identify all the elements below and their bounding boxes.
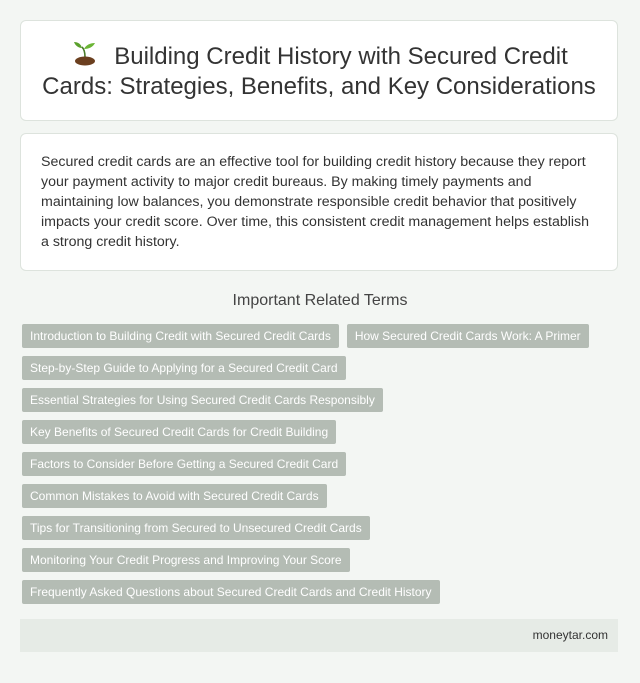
related-term-tag[interactable]: Common Mistakes to Avoid with Secured Credit Cards — [22, 484, 327, 508]
footer — [20, 619, 618, 652]
term-row — [22, 388, 622, 412]
related-terms-list — [22, 324, 622, 612]
header-card — [20, 20, 618, 121]
term-row — [22, 484, 622, 508]
term-row — [22, 548, 622, 572]
term-row — [22, 516, 622, 540]
related-term-tag[interactable]: Frequently Asked Questions about Secured Credit Cards and Credit History — [22, 580, 440, 604]
page-title-text: Building Credit History with Secured Credit Cards: Strategies, Benefits, and Key Considerations — [42, 42, 596, 100]
term-row — [22, 452, 622, 476]
related-term-tag[interactable]: Step-by-Step Guide to Applying for a Secured Credit Card — [22, 356, 346, 380]
seedling-icon — [70, 40, 100, 66]
related-term-tag[interactable]: Tips for Transitioning from Secured to Unsecured Credit Cards — [22, 516, 370, 540]
footer-site-name[interactable]: moneytar.com — [532, 628, 608, 642]
related-term-tag[interactable]: Monitoring Your Credit Progress and Improving Your Score — [22, 548, 350, 572]
term-row — [22, 324, 622, 348]
related-term-tag[interactable]: Introduction to Building Credit with Secured Credit Cards — [22, 324, 339, 348]
page-title — [39, 40, 599, 102]
related-term-tag[interactable]: Key Benefits of Secured Credit Cards for Credit Building — [22, 420, 336, 444]
intro-text: Secured credit cards are an effective tool for building credit history because they report your payment activity to major credit bureaus. By making timely payments and maintaining low balances, you demonstrate responsible credit behavior that positively impacts your credit score. Over time, this consistent credit management helps establish a strong credit history. — [41, 154, 590, 250]
intro-card — [20, 133, 618, 271]
term-row — [22, 580, 622, 604]
related-term-tag[interactable]: How Secured Credit Cards Work: A Primer — [347, 324, 589, 348]
related-term-tag[interactable]: Essential Strategies for Using Secured Credit Cards Responsibly — [22, 388, 383, 412]
term-row — [22, 420, 622, 444]
related-terms-heading: Important Related Terms — [232, 292, 408, 309]
term-row — [22, 356, 622, 380]
related-term-tag[interactable]: Factors to Consider Before Getting a Secured Credit Card — [22, 452, 346, 476]
